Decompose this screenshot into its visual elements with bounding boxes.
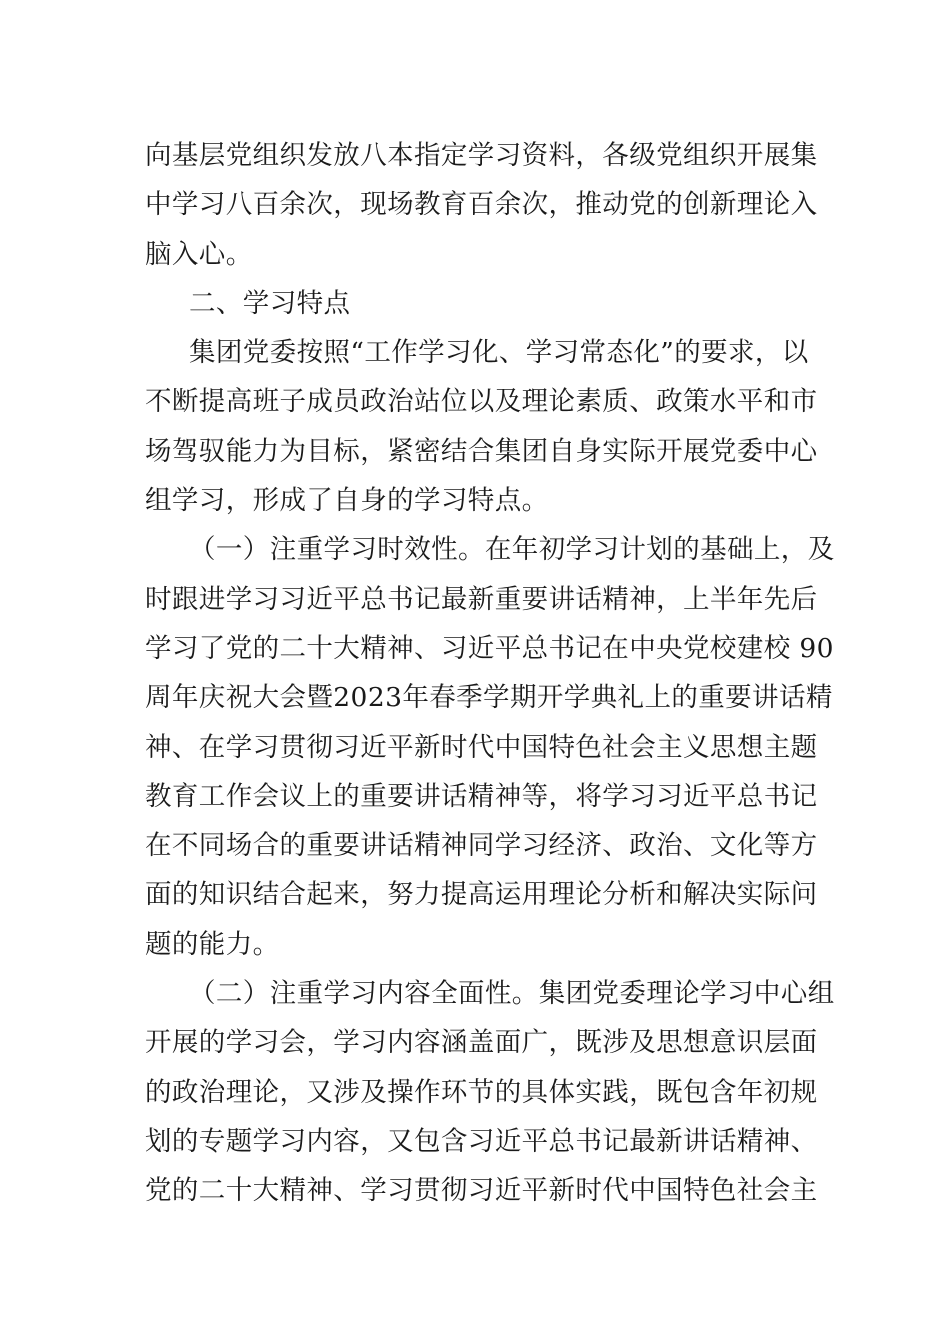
text-line: 划的专题学习内容，又包含习近平总书记最新讲话精神、 bbox=[145, 1125, 818, 1157]
text-line: 教育工作会议上的重要讲话精神等，将学习习近平总书记 bbox=[145, 780, 818, 812]
text-line: 周年庆祝大会暨2023年春季学期开学典礼上的重要讲话精 bbox=[145, 682, 833, 714]
text-line: 时跟进学习习近平总书记最新重要讲话精神，上半年先后 bbox=[145, 583, 818, 615]
body-text bbox=[145, 131, 835, 1216]
text-line: 神、在学习贯彻习近平新时代中国特色社会主义思想主题 bbox=[145, 731, 818, 763]
text-line: 学习了党的二十大精神、习近平总书记在中央党校建校 90 bbox=[145, 632, 834, 664]
text-line: 脑入心。 bbox=[145, 238, 253, 270]
text-line: 党的二十大精神、学习贯彻习近平新时代中国特色社会主 bbox=[145, 1175, 818, 1207]
text-line: 向基层党组织发放八本指定学习资料，各级党组织开展集 bbox=[145, 140, 818, 171]
text-line: 中学习八百余次，现场教育百余次，推动党的创新理论入 bbox=[145, 189, 818, 221]
text-line: 面的知识结合起来，努力提高运用理论分析和解决实际问 bbox=[145, 879, 818, 911]
text-line: 场驾驭能力为目标，紧密结合集团自身实际开展党委中心 bbox=[145, 435, 818, 467]
paragraph-start: 集团党委按照“工作学习化、学习常态化”的要求，以 bbox=[189, 337, 809, 369]
subsection-heading: （一）注重学习时效性。在年初学习计划的基础上，及 bbox=[189, 534, 835, 566]
text-line: 不断提高班子成员政治站位以及理论素质、政策水平和市 bbox=[145, 386, 818, 418]
text-line: 组学习，形成了自身的学习特点。 bbox=[145, 485, 549, 517]
text-line: 在不同场合的重要讲话精神同学习经济、政治、文化等方 bbox=[145, 830, 818, 862]
text-line: 题的能力。 bbox=[145, 928, 280, 960]
text-line: 开展的学习会，学习内容涵盖面广，既涉及思想意识层面 bbox=[145, 1027, 818, 1059]
section-heading: 二、学习特点 bbox=[189, 287, 351, 319]
subsection-heading: （二）注重学习内容全面性。集团党委理论学习中心组 bbox=[189, 978, 835, 1010]
text-line: 的政治理论，又涉及操作环节的具体实践，既包含年初规 bbox=[145, 1076, 818, 1108]
